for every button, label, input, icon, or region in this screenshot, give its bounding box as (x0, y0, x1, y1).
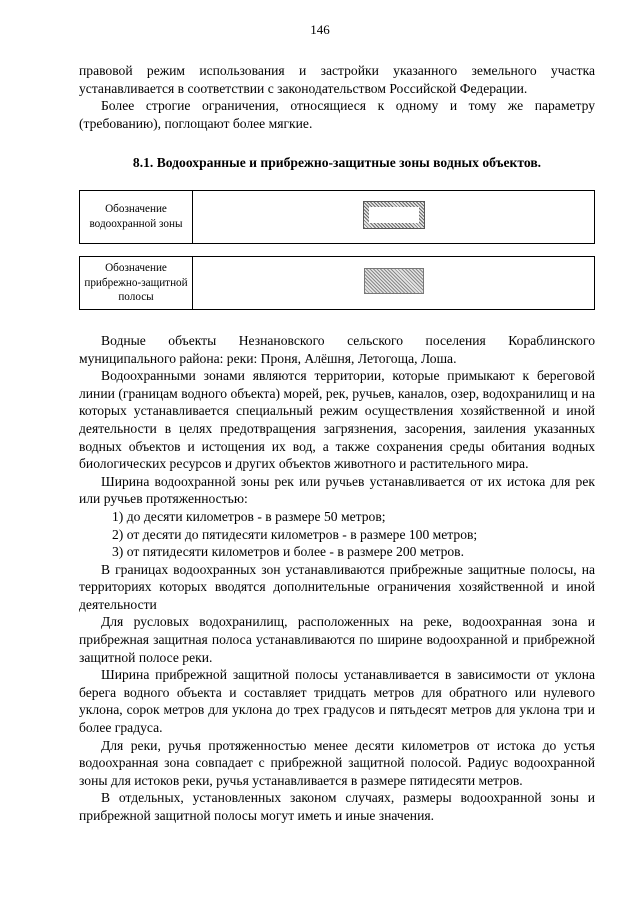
list-item: 3) от пятидесяти километров и более - в размере 200 метров. (112, 544, 464, 560)
legend-coastal-protection-strip (79, 256, 595, 310)
body-paragraph: В отдельных, установленных законом случаях, размеры водоохранной зоны и прибрежной защитной полосы могут иметь и иные значения. (79, 790, 595, 823)
section-heading: 8.1. Водоохранные и прибрежно-защитные зоны водных объектов. (132, 155, 542, 171)
legend-label-water-protection-zone: Обозначение водоохранной зоны (80, 190, 193, 243)
list-item: 1) до десяти километров - в размере 50 метров; (112, 508, 386, 524)
legend-swatch-cell (193, 190, 595, 243)
document-body (79, 62, 595, 825)
body-paragraph: В границах водоохранных зон устанавливаются прибрежные защитные полосы, на территориях которых вводятся дополнительные ограничения хозяйственной и иной деятельности (79, 561, 595, 612)
hatched-outline-rectangle-icon (364, 202, 424, 228)
body-paragraph: Ширина прибрежной защитной полосы устанавливается в зависимости от уклона берега водного объекта и составляет тридцать метров для обратного или нулевого уклона, сорок метров для уклона до трех градусов и пятьдесят метров для уклона три и более градуса. (79, 667, 595, 736)
body-paragraph: Для реки, ручья протяженностью менее десяти километров от истока до устья водоохранная зона совпадает с прибрежной защитной полосой. Радиус водоохранной зоны для истоков реки, ручья устанавливается в размере пятидесяти метров. (79, 737, 595, 788)
hatched-filled-rectangle-icon (364, 268, 424, 294)
legend-label-coastal-protection-strip: Обозначение прибрежно-защитной полосы (80, 256, 193, 309)
page-number: 146 (310, 22, 330, 37)
body-paragraph: Водные объекты Незнановского сельского поселения Кораблинского муниципального района: реки: Проня, Алёшня, Летогоща, Лоша. (79, 332, 595, 366)
body-paragraph: Водоохранными зонами являются территории, которые примыкают к береговой линии (границам водного объекта) морей, рек, ручьев, каналов, озер, водохранилищ и на которых устанавливается специальный режим осуществления хозяйственной и иной деятельности в целях предотвращения загрязнения, засорения, заиления указанных водных объектов и истощения их вод, а также сохранения среды обитания водных биологических ресурсов и других объектов животного и растительного мира. (79, 368, 595, 472)
intro-paragraph-1: правовой режим использования и застройки указанного земельного участка устанавливается в соответствии с законодательством Российской Федерации. (79, 63, 595, 96)
body-paragraph: Ширина водоохранной зоны рек или ручьев устанавливается от их истока для рек или ручьев протяженностью: (79, 473, 595, 507)
body-paragraph: Для русловых водохранилищ, расположенных на реке, водоохранная зона и прибрежная защитная полоса устанавливаются по ширине водоохранной и прибрежной защитной полосе реки. (79, 614, 595, 665)
legend-water-protection-zone (79, 190, 595, 244)
list-item: 2) от десяти до пятидесяти километров - в размере 100 метров; (112, 526, 478, 542)
legend-swatch-cell (193, 256, 595, 309)
intro-paragraph-2: Более строгие ограничения, относящиеся к одному и тому же параметру (требованию), поглощают более мягкие. (79, 98, 595, 131)
